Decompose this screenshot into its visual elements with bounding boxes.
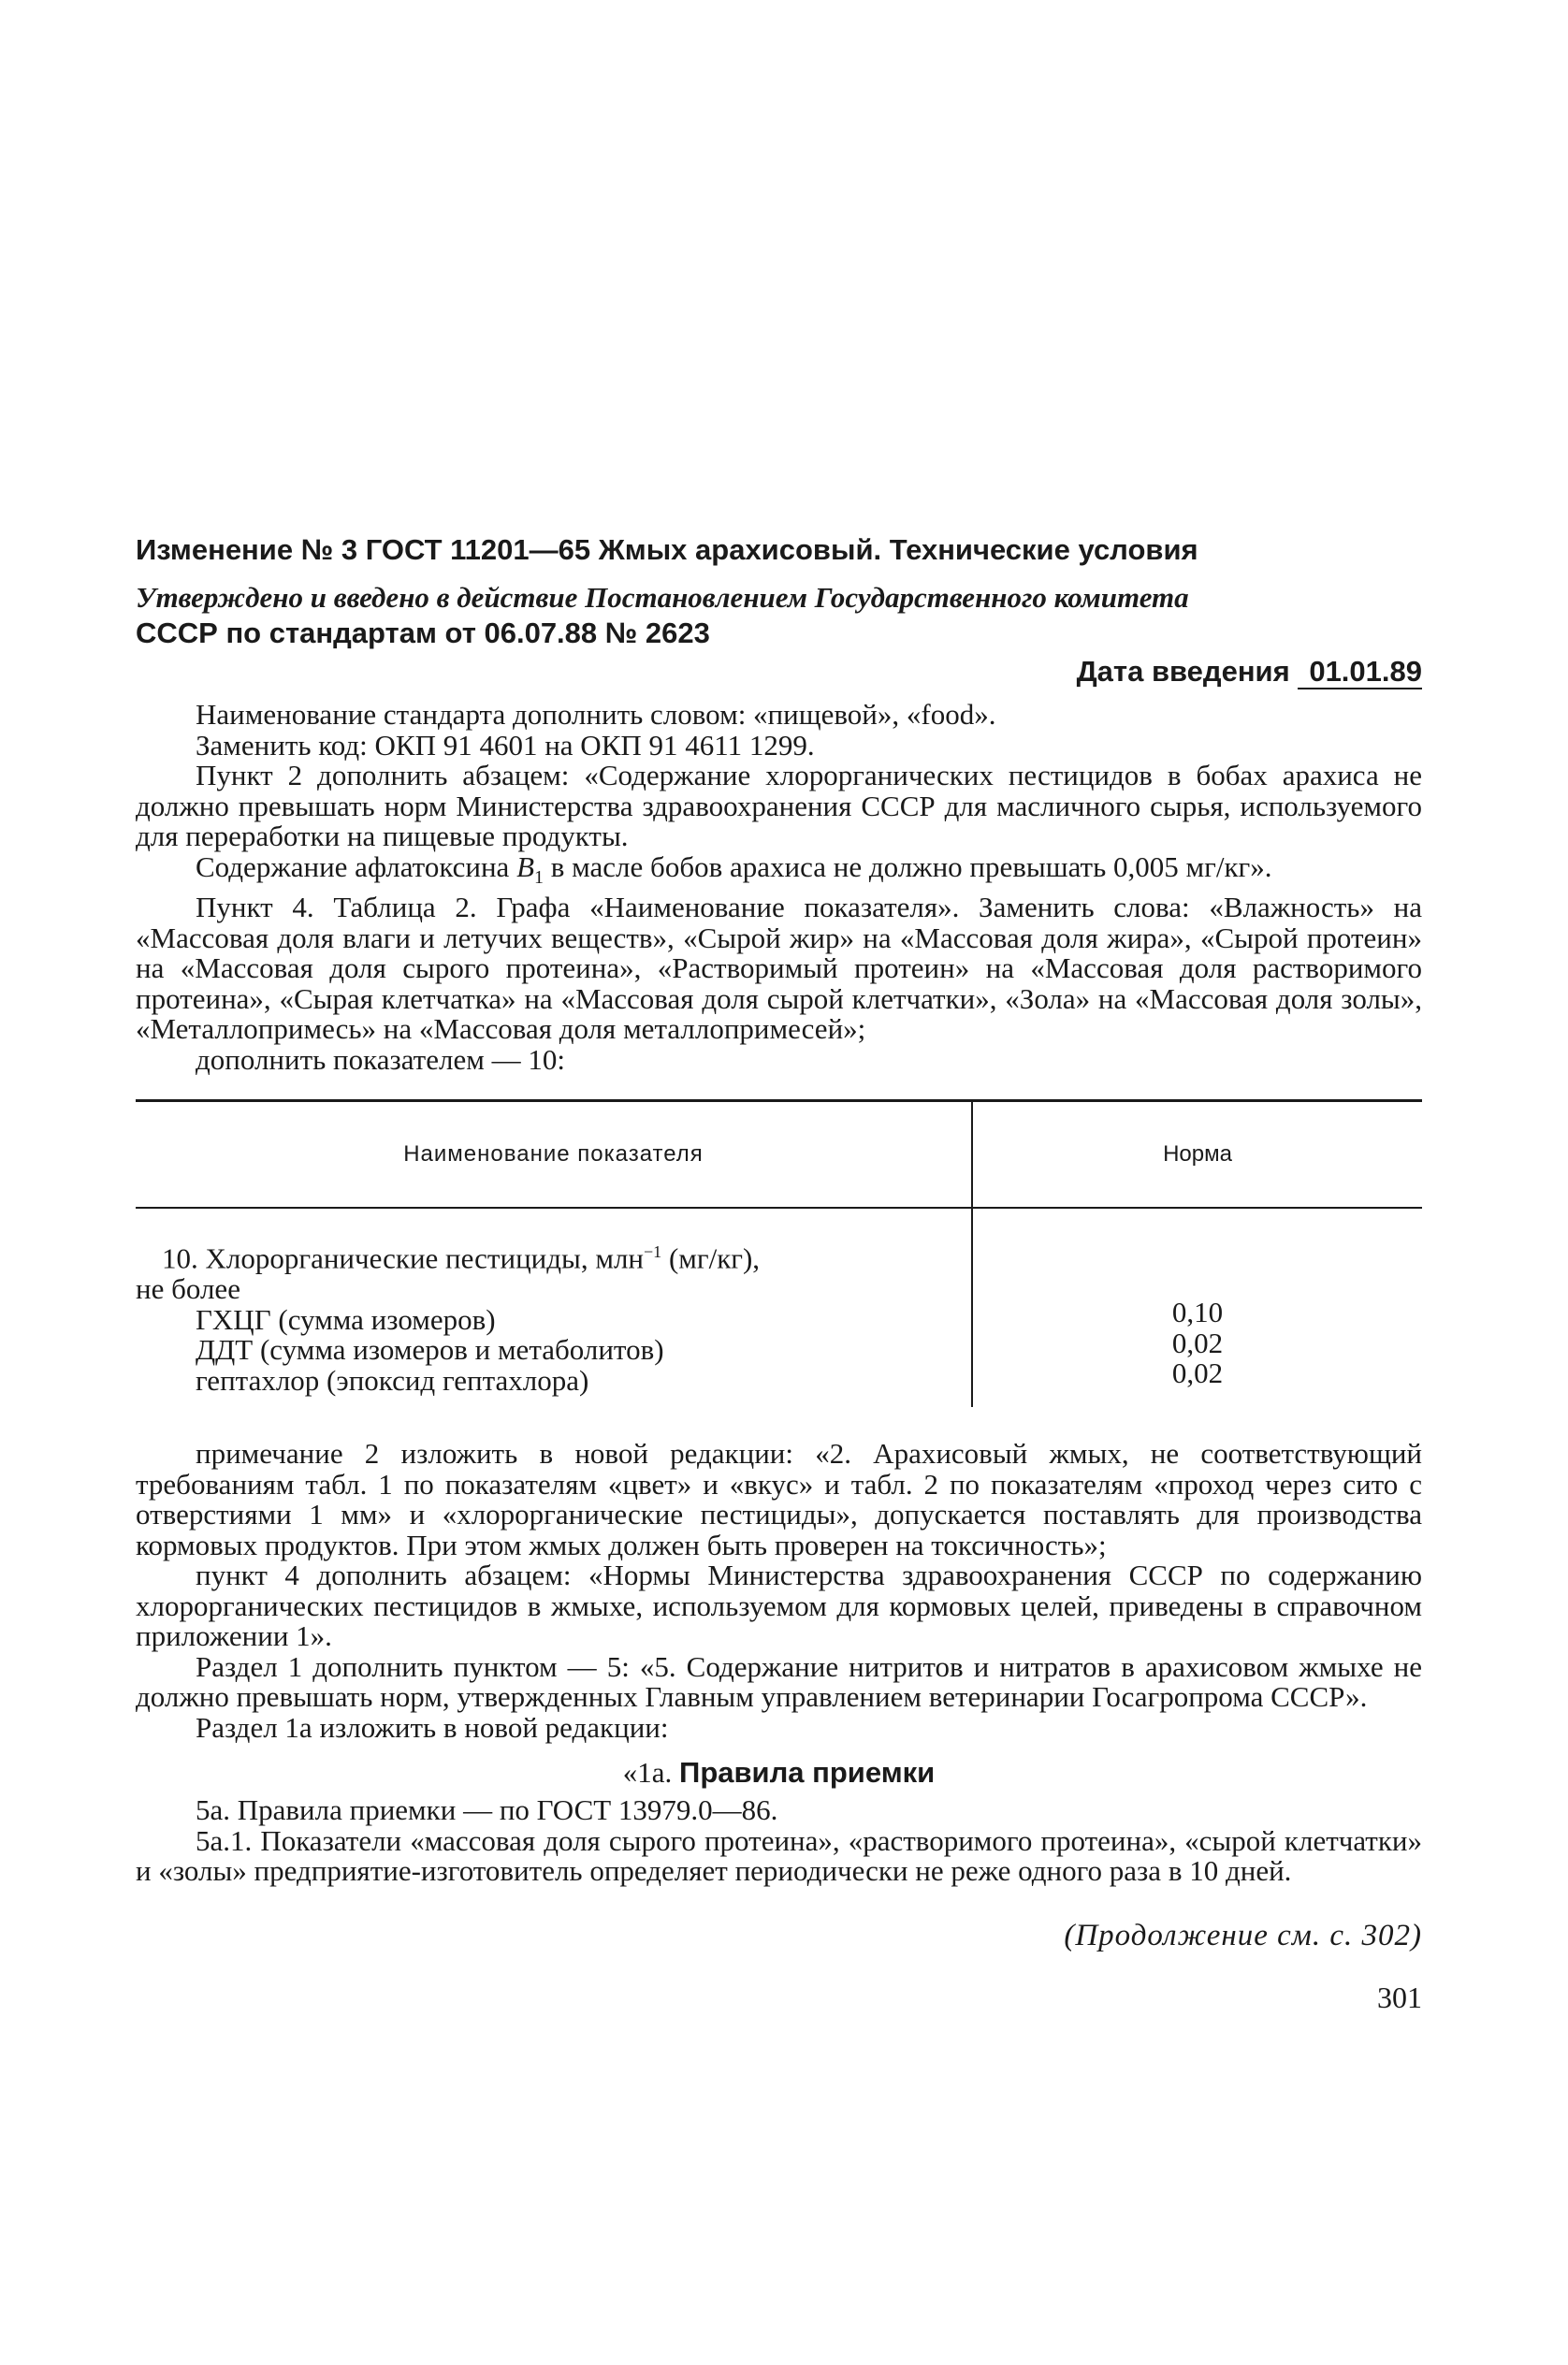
continuation-note: (Продолжение см. с. 302) (1064, 1918, 1422, 1952)
table-row-continuation: не более (136, 1272, 240, 1306)
aflatoxin-text-end: в масле бобов арахиса не должно превышать 0,005 мг/кг». (544, 849, 1272, 883)
table-row: гептахлор (эпоксид гептахлора) (196, 1363, 589, 1397)
table-norm-value: 0,10 (1171, 1296, 1224, 1329)
table-row: ГХЦГ (сумма изомеров) (196, 1302, 496, 1336)
effective-date-value: 01.01.89 (1298, 656, 1422, 689)
table-header-row (136, 1102, 1422, 1207)
paragraph-item-4-addition: пункт 4 дополнить абзацем: «Нормы Министерства здравоохранения СССР по содержанию хлорорганических пестицидов в жмыхе, используемом для кормовых целей, приведены в справочном приложении 1». (136, 1559, 1422, 1653)
paragraph-code-change: Заменить код: ОКП 91 4601 на ОКП 91 4611 1299. (196, 728, 815, 762)
paragraph-aflatoxin (136, 849, 1422, 893)
table-norm-value: 0,02 (1171, 1326, 1224, 1359)
row-main-unit: (мг/кг), (661, 1241, 761, 1275)
table-norm-value: 0,02 (1171, 1357, 1224, 1390)
page-number: 301 (1377, 1980, 1422, 2014)
paragraph-section-1: Раздел 1 дополнить пунктом — 5: «5. Содержание нитритов и нитратов в арахисовом жмыхе не должно превышать норм, утвержденных Главным управлением ветеринарии Госагропрома СССР». (136, 1649, 1422, 1714)
paragraph-5a-1: 5а.1. Показатели «массовая доля сырого протеина», «растворимого протеина», «сырой клетчатки» и «золы» предприятие-изготовитель определяет периодически не реже одного раза в 10 дней. (136, 1823, 1422, 1888)
effective-date (136, 653, 1422, 690)
table-header-norm: Норма (1163, 1141, 1232, 1168)
table-norm-spacer (973, 1268, 1422, 1299)
section-heading (136, 1754, 1422, 1792)
approval-line-1: Утверждено и введено в действие Постановлением Государственного комитета (136, 581, 1189, 614)
aflatoxin-subscript: 1 (534, 866, 544, 888)
indicator-table (136, 1099, 1422, 1407)
paragraph-item-4: Пункт 4. Таблица 2. Графа «Наименование показателя». Заменить слова: «Влажность» на «Массовая доля влаги и летучих веществ», «Сырой жир» на «Массовая доля жира», «Сырой протеин» на «Массовая доля сырого протеина», «Растворимый протеин» на «Массовая доля растворимого протеина», «Сырая клетчатка» на «Массовая доля сырой клетчатки», «Зола» на «Массовая доля золы», «Металлопримесь» на «Массовая доля металлопримесей»; (136, 891, 1422, 1046)
table-norm-spacer (973, 1237, 1422, 1268)
paragraph-add-indicator: дополнить показателем — 10: (196, 1042, 565, 1076)
paragraph-5a: 5а. Правила приемки — по ГОСТ 13979.0—86. (196, 1793, 778, 1827)
table-body (136, 1209, 1422, 1407)
approval-line-2: СССР по стандартам от 06.07.88 № 2623 (136, 617, 710, 649)
amendment-text (136, 700, 1422, 1075)
paragraph-note-2: примечание 2 изложить в новой редакции: «2. Арахисовый жмых, не соответствующий требованиям табл. 1 по показателям «цвет» и «вкус» и табл. 2 по показателям «проход через сито с отверстиями 1 мм» и «хлорорганические пестициды», допускается поставлять для производства кормовых продуктов. При этом жмых должен быть проверен на токсичность»; (136, 1437, 1422, 1561)
aflatoxin-variable: B (516, 849, 534, 883)
document-title: Изменение № 3 ГОСТ 11201—65 Жмых арахисовый. Технические условия (136, 533, 1198, 566)
effective-date-label: Дата введения (1076, 655, 1290, 688)
approval-statement (136, 580, 1422, 651)
acceptance-rules (136, 1795, 1422, 1887)
document-page (136, 531, 1422, 2016)
table-row-main (136, 1237, 971, 1274)
section-heading-number: «1а. (622, 1756, 680, 1790)
row-main-superscript: −1 (644, 1242, 662, 1262)
table-header-indicator: Наименование показателя (136, 1102, 973, 1207)
table-row: ДДТ (сумма изомеров и метаболитов) (196, 1333, 664, 1367)
paragraph-section-1a: Раздел 1а изложить в новой редакции: (196, 1710, 669, 1744)
table-norm-column (973, 1209, 1422, 1407)
paragraph-name-change: Наименование стандарта дополнить словом: «пищевой», «food». (196, 698, 996, 731)
amendment-text-continued (136, 1439, 1422, 1743)
paragraph-item-2: Пункт 2 дополнить абзацем: «Содержание хлорорганических пестицидов в бобах арахиса не должно превышать норм Министерства здравоохранения СССР для масличного сырья, используемого для переработки на пищевые продукты. (136, 759, 1422, 852)
row-main-text: 10. Хлорорганические пестициды, млн (162, 1241, 645, 1275)
aflatoxin-text-start: Содержание афлатоксина (196, 849, 517, 883)
section-heading-title: Правила приемки (679, 1756, 936, 1790)
table-indicator-column (136, 1209, 973, 1407)
